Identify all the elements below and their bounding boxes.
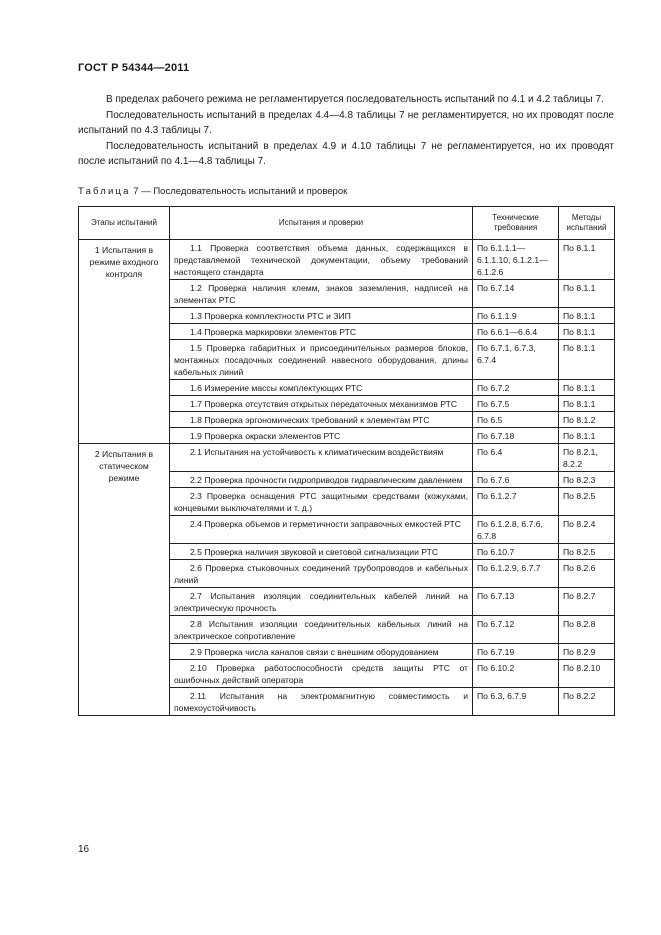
requirement-cell: По 6.7.1, 6.7.3, 6.7.4	[473, 340, 559, 380]
test-cell: 1.5 Проверка габаритных и присоединительных размеров блоков, монтажных посадочных соединений навесного оборудования, длины кабельных линий	[170, 340, 473, 380]
requirement-cell: По 6.3, 6.7.9	[473, 688, 559, 716]
requirement-cell: По 6.7.5	[473, 396, 559, 412]
paragraph: Последовательность испытаний в пределах 4.9 и 4.10 таблицы 7 не регламентируется, но их проводят после испытаний по 4.1—4.8 таблицы 7.	[78, 140, 614, 167]
method-cell: По 8.1.1	[559, 240, 615, 280]
test-cell: 1.6 Измерение массы комплектующих РТС	[170, 380, 473, 396]
test-cell: 1.2 Проверка наличия клемм, знаков заземления, надписей на элементах РТС	[170, 280, 473, 308]
method-cell: По 8.2.10	[559, 660, 615, 688]
column-header-tests: Испытания и проверки	[170, 207, 473, 240]
method-cell: По 8.2.8	[559, 616, 615, 644]
tests-table	[78, 206, 615, 716]
test-cell: 2.8 Испытания изоляции соединительных кабельных линий на электрическое сопротивление	[170, 616, 473, 644]
requirement-cell: По 6.5	[473, 412, 559, 428]
test-cell: 2.5 Проверка наличия звуковой и световой сигнализации РТС	[170, 544, 473, 560]
method-cell: По 8.2.9	[559, 644, 615, 660]
method-cell: По 8.2.2	[559, 688, 615, 716]
method-cell: По 8.1.1	[559, 380, 615, 396]
requirement-cell: По 6.4	[473, 444, 559, 472]
test-cell: 2.2 Проверка прочности гидроприводов гидравлическим давлением	[170, 472, 473, 488]
intro-paragraphs	[78, 92, 614, 170]
method-cell: По 8.1.1	[559, 324, 615, 340]
requirement-cell: По 6.7.13	[473, 588, 559, 616]
method-cell: По 8.1.2	[559, 412, 615, 428]
table-row	[79, 444, 615, 472]
method-cell: По 8.2.4	[559, 516, 615, 544]
test-cell: 2.9 Проверка числа каналов связи с внешним оборудованием	[170, 644, 473, 660]
test-cell: 2.7 Испытания изоляции соединительных кабелей линий на электрическую прочность	[170, 588, 473, 616]
table-row	[79, 240, 615, 280]
test-cell: 2.4 Проверка объемов и герметичности заправочных емкостей РТС	[170, 516, 473, 544]
test-cell: 1.4 Проверка маркировки элементов РТС	[170, 324, 473, 340]
requirement-cell: По 6.1.2.7	[473, 488, 559, 516]
paragraph: В пределах рабочего режима не регламентируется последовательность испытаний по 4.1 и 4.2 таблицы 7.	[106, 94, 604, 105]
method-cell: По 8.2.6	[559, 560, 615, 588]
requirement-cell: По 6.1.1.9	[473, 308, 559, 324]
method-cell: По 8.1.1	[559, 308, 615, 324]
method-cell: По 8.1.1	[559, 396, 615, 412]
paragraph: Последовательность испытаний в пределах 4.4—4.8 таблицы 7 не регламентируется, но их проводят после испытаний по 4.3 таблицы 7.	[78, 109, 614, 136]
requirement-cell: По 6.7.14	[473, 280, 559, 308]
requirement-cell: По 6.7.2	[473, 380, 559, 396]
requirement-cell: По 6.1.1.1—6.1.1.10, 6.1.2.1—6.1.2.6	[473, 240, 559, 280]
document-header: ГОСТ Р 54344—2011	[78, 62, 190, 74]
table-caption-text: 7 — Последовательность испытаний и проверок	[133, 186, 348, 197]
page-number: 16	[78, 844, 90, 855]
requirement-cell: По 6.6.1—6.6.4	[473, 324, 559, 340]
column-header-requirements: Технические требования	[473, 207, 559, 240]
method-cell: По 8.1.1	[559, 280, 615, 308]
column-header-methods: Методы испытаний	[559, 207, 615, 240]
method-cell: По 8.2.3	[559, 472, 615, 488]
column-header-stage: Этапы испытаний	[79, 207, 170, 240]
test-cell: 1.1 Проверка соответствия объема данных, содержащихся в представляемой технической документации, объему требований настоящего стандарта	[170, 240, 473, 280]
requirement-cell: По 6.7.18	[473, 428, 559, 444]
method-cell: По 8.2.5	[559, 544, 615, 560]
requirement-cell: По 6.7.19	[473, 644, 559, 660]
requirement-cell: По 6.1.2.9, 6.7.7	[473, 560, 559, 588]
test-cell: 1.8 Проверка эргономических требований к элементам РТС	[170, 412, 473, 428]
table-header-row	[79, 207, 615, 240]
requirement-cell: По 6.7.6	[473, 472, 559, 488]
test-cell: 2.11 Испытания на электромагнитную совместимость и помехоустойчивость	[170, 688, 473, 716]
table-caption-label: Таблица	[78, 186, 131, 197]
test-cell: 1.3 Проверка комплектности РТС и ЗИП	[170, 308, 473, 324]
requirement-cell: По 6.7.12	[473, 616, 559, 644]
test-cell: 2.1 Испытания на устойчивость к климатическим воздействиям	[170, 444, 473, 472]
test-cell: 2.6 Проверка стыковочных соединений трубопроводов и кабельных линий	[170, 560, 473, 588]
requirement-cell: По 6.10.2	[473, 660, 559, 688]
method-cell: По 8.2.7	[559, 588, 615, 616]
test-cell: 2.3 Проверка оснащения РТС защитными средствами (кожухами, концевыми выключателями и т. д.)	[170, 488, 473, 516]
test-cell: 1.9 Проверка окраски элементов РТС	[170, 428, 473, 444]
test-cell: 2.10 Проверка работоспособности средств защиты РТС от ошибочных действий оператора	[170, 660, 473, 688]
test-cell: 1.7 Проверка отсутствия открытых передаточных механизмов РТС	[170, 396, 473, 412]
method-cell: По 8.2.1, 8.2.2	[559, 444, 615, 472]
method-cell: По 8.2.5	[559, 488, 615, 516]
requirement-cell: По 6.1.2.8, 6.7.6, 6.7.8	[473, 516, 559, 544]
stage-cell: 1 Испытания в режиме входного контроля	[79, 240, 170, 444]
table-caption	[78, 186, 347, 197]
method-cell: По 8.1.1	[559, 428, 615, 444]
stage-cell: 2 Испытания в статическом режиме	[79, 444, 170, 716]
requirement-cell: По 6.10.7	[473, 544, 559, 560]
method-cell: По 8.1.1	[559, 340, 615, 380]
